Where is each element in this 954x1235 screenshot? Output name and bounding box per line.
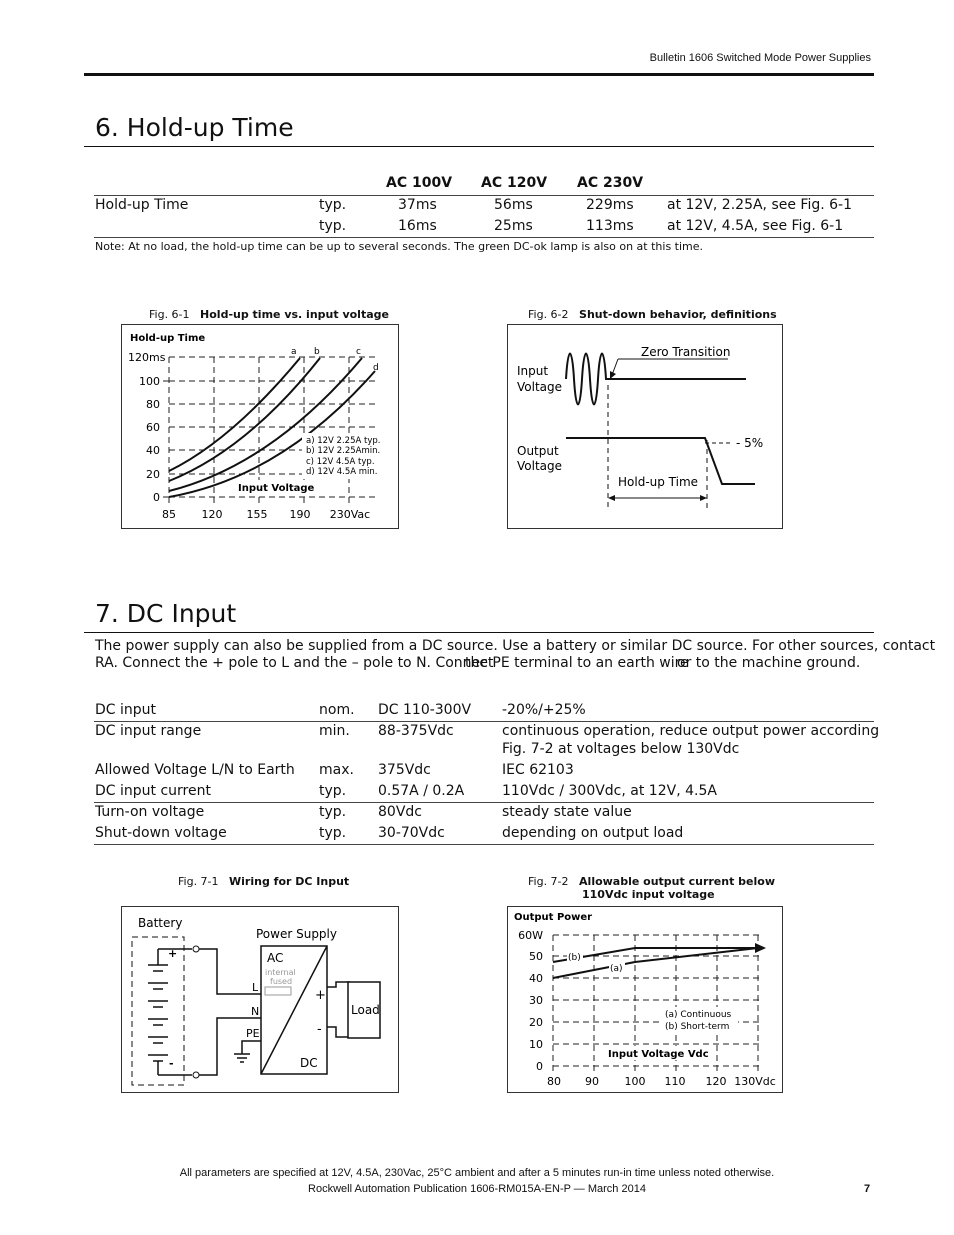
intro-text: the PE terminal to an earth wire bbox=[465, 655, 689, 671]
holdup-note: Note: At no load, the hold-up time can be up to several seconds. The green DC-ok lamp is also on at this time. bbox=[95, 240, 704, 253]
figure-caption bbox=[149, 308, 389, 321]
bulletin-header: Bulletin 1606 Switched Mode Power Supplies bbox=[649, 52, 871, 64]
section-title-dc-input: 7. DC Input bbox=[95, 599, 237, 628]
section-rule bbox=[84, 146, 874, 147]
y-tick: 20 bbox=[529, 1016, 543, 1029]
cond-cell: at 12V, 2.25A, see Fig. 6-1 bbox=[667, 197, 853, 213]
y-tick: 60 bbox=[146, 421, 160, 434]
param-cell: Turn-on voltage bbox=[95, 804, 205, 820]
cond-cell: at 12V, 4.5A, see Fig. 6-1 bbox=[667, 218, 844, 234]
qual-cell: nom. bbox=[319, 702, 355, 718]
cond-cell: continuous operation, reduce output power according bbox=[502, 723, 880, 739]
legend-entry: (a) Continuous bbox=[665, 1010, 732, 1020]
col-header: AC 120V bbox=[481, 175, 548, 191]
qual-cell: typ. bbox=[319, 218, 347, 234]
zero-transition-label: Zero Transition bbox=[641, 345, 731, 359]
ground-icon bbox=[234, 1054, 250, 1062]
cond-cell: 110Vdc / 300Vdc, at 12V, 4.5A bbox=[502, 783, 717, 799]
x-tick: 110 bbox=[664, 1075, 686, 1088]
caption-title: Hold-up time vs. input voltage bbox=[200, 308, 389, 321]
value-cell: 30-70Vdc bbox=[378, 825, 445, 841]
value-cell: 0.57A / 0.2A bbox=[378, 783, 465, 799]
table-rule bbox=[94, 844, 874, 845]
section-rule bbox=[84, 632, 874, 633]
value-cell: 88-375Vdc bbox=[378, 723, 454, 739]
col-header: AC 230V bbox=[577, 175, 644, 191]
y-tick: 40 bbox=[529, 972, 543, 985]
value-cell: 25ms bbox=[494, 218, 533, 234]
legend-entry: (b) Short-term bbox=[665, 1022, 730, 1032]
battery-cells bbox=[148, 949, 168, 1075]
label-a: (a) bbox=[610, 964, 623, 974]
fig-7-1-wiring-diagram bbox=[121, 906, 399, 1093]
input-voltage-label: Voltage bbox=[517, 380, 563, 394]
cond-cell: Fig. 7-2 at voltages below 130Vdc bbox=[502, 741, 740, 757]
header-rule bbox=[84, 73, 874, 76]
chart-xlabel: Input Voltage Vdc bbox=[608, 1049, 709, 1060]
legend-entry: b) 12V 2.25Amin. bbox=[306, 446, 381, 456]
terminal-L: L bbox=[252, 981, 259, 994]
intro-text: or to the machine ground. bbox=[677, 655, 861, 671]
fig-7-2-chart bbox=[507, 906, 783, 1093]
qual-cell: max. bbox=[319, 762, 354, 778]
table-rule bbox=[94, 195, 874, 196]
chart-ylabel: Hold-up Time bbox=[130, 333, 206, 344]
caption-number: Fig. 7-1 bbox=[178, 875, 219, 888]
qual-cell: typ. bbox=[319, 783, 347, 799]
caption-title: Wiring for DC Input bbox=[229, 875, 350, 888]
caption-number: Fig. 6-1 bbox=[149, 308, 190, 321]
ac-label: AC bbox=[267, 951, 284, 965]
x-tick: 120 bbox=[201, 508, 223, 521]
value-cell: DC 110-300V bbox=[378, 702, 472, 718]
terminal bbox=[193, 946, 199, 952]
battery-label: Battery bbox=[138, 916, 183, 930]
y-tick: 60W bbox=[518, 929, 543, 942]
battery-plus: + bbox=[168, 947, 178, 960]
value-cell: 113ms bbox=[586, 218, 634, 234]
terminal bbox=[193, 1072, 199, 1078]
qual-cell: typ. bbox=[319, 825, 347, 841]
figure-caption bbox=[528, 875, 788, 901]
y-tick: 50 bbox=[529, 950, 543, 963]
figure-caption bbox=[178, 875, 349, 888]
param-cell: DC input bbox=[95, 702, 157, 718]
legend-entry: c) 12V 4.5A typ. bbox=[306, 457, 375, 467]
output-voltage-label: Voltage bbox=[517, 459, 563, 473]
fig-6-1-chart bbox=[121, 324, 399, 529]
param-cell: DC input range bbox=[95, 723, 202, 739]
input-voltage-label: Input bbox=[517, 364, 549, 378]
terminal-N: N bbox=[251, 1005, 260, 1018]
y-tick: 30 bbox=[529, 994, 543, 1007]
x-tick: 120 bbox=[705, 1075, 727, 1088]
curve-letter: a bbox=[291, 347, 297, 357]
x-tick: 230Vac bbox=[329, 508, 371, 521]
value-cell: 16ms bbox=[398, 218, 437, 234]
table-rule bbox=[94, 721, 874, 722]
x-tick: 85 bbox=[162, 508, 176, 521]
y-tick: 40 bbox=[146, 444, 160, 457]
chart-ylabel: Output Power bbox=[514, 912, 593, 923]
legend-entry: d) 12V 4.5A min. bbox=[306, 467, 378, 477]
caption-number: Fig. 6-2 bbox=[528, 308, 569, 321]
qual-cell: typ. bbox=[319, 804, 347, 820]
battery-minus: - bbox=[169, 1057, 174, 1070]
footer-publication: Rockwell Automation Publication 1606-RM015A-EN-P — March 2014 bbox=[308, 1183, 646, 1195]
internal-label: internal bbox=[265, 968, 296, 977]
cond-cell: -20%/+25% bbox=[502, 702, 586, 718]
fused-label: fused bbox=[270, 977, 293, 986]
param-cell: DC input current bbox=[95, 783, 211, 799]
caption-title: 110Vdc input voltage bbox=[582, 888, 715, 901]
y-tick: 120ms bbox=[128, 351, 166, 364]
dc-label: DC bbox=[300, 1056, 318, 1070]
output-plus: + bbox=[315, 988, 326, 1003]
load-label: Load bbox=[351, 1003, 380, 1017]
x-tick: 130Vdc bbox=[734, 1075, 776, 1088]
output-minus: - bbox=[317, 1022, 322, 1037]
x-tick: 80 bbox=[547, 1075, 561, 1088]
section-title-holdup: 6. Hold-up Time bbox=[95, 113, 294, 142]
series-a-continuous bbox=[553, 948, 758, 978]
y-tick: 0 bbox=[153, 491, 160, 504]
caption-title: Allowable output current below bbox=[579, 875, 776, 888]
intro-text: The power supply can also be supplied from a DC source. Use a battery or similar DC source. For other sources, contact bbox=[95, 638, 936, 654]
value-cell: 375Vdc bbox=[378, 762, 431, 778]
table-rule bbox=[94, 802, 874, 803]
value-cell: 229ms bbox=[586, 197, 634, 213]
page-number: 7 bbox=[864, 1183, 871, 1195]
chart-xlabel: Input Voltage bbox=[238, 483, 315, 494]
legend-entry: a) 12V 2.25A typ. bbox=[306, 436, 381, 446]
fig-6-2-diagram bbox=[507, 324, 783, 529]
curve-letter: b bbox=[314, 347, 320, 357]
curve-b bbox=[169, 358, 320, 481]
x-tick: 90 bbox=[585, 1075, 599, 1088]
cond-cell: steady state value bbox=[502, 804, 632, 820]
y-tick: 20 bbox=[146, 468, 160, 481]
param-cell: Hold-up Time bbox=[95, 197, 189, 213]
y-tick: 100 bbox=[139, 375, 160, 388]
x-tick: 155 bbox=[246, 508, 268, 521]
x-tick: 190 bbox=[289, 508, 311, 521]
holdup-time-label: Hold-up Time bbox=[618, 475, 699, 489]
x-tick: 100 bbox=[624, 1075, 646, 1088]
label-b: (b) bbox=[568, 953, 581, 963]
param-cell: Shut-down voltage bbox=[95, 825, 227, 841]
output-voltage-label: Output bbox=[517, 444, 559, 458]
table-rule bbox=[94, 237, 874, 238]
value-cell: 37ms bbox=[398, 197, 437, 213]
value-cell: 80Vdc bbox=[378, 804, 422, 820]
qual-cell: typ. bbox=[319, 197, 347, 213]
caption-title: Shut-down behavior, definitions bbox=[579, 308, 777, 321]
input-sine-wave bbox=[566, 354, 608, 405]
caption-number: Fig. 7-2 bbox=[528, 875, 569, 888]
param-cell: Allowed Voltage L/N to Earth bbox=[95, 762, 295, 778]
y-tick: 10 bbox=[529, 1038, 543, 1051]
cond-cell: depending on output load bbox=[502, 825, 684, 841]
terminal-PE: PE bbox=[246, 1027, 260, 1040]
figure-caption bbox=[528, 308, 777, 321]
power-supply-label: Power Supply bbox=[256, 927, 337, 941]
footer-params: All parameters are specified at 12V, 4.5A, 230Vac, 25°C ambient and after a 5 minutes run-in time unless noted otherwise. bbox=[179, 1167, 775, 1179]
curve-letter: c bbox=[356, 347, 361, 357]
y-tick: 80 bbox=[146, 398, 160, 411]
qual-cell: min. bbox=[319, 723, 350, 739]
curve-letter: d bbox=[373, 363, 379, 373]
cond-cell: IEC 62103 bbox=[502, 762, 574, 778]
col-header: AC 100V bbox=[386, 175, 453, 191]
five-percent-label: - 5% bbox=[736, 436, 764, 450]
value-cell: 56ms bbox=[494, 197, 533, 213]
arrow-head bbox=[755, 943, 766, 953]
y-tick: 0 bbox=[536, 1060, 543, 1073]
intro-text: RA. Connect the + pole to L and the – pole to N. Connect bbox=[95, 655, 494, 671]
